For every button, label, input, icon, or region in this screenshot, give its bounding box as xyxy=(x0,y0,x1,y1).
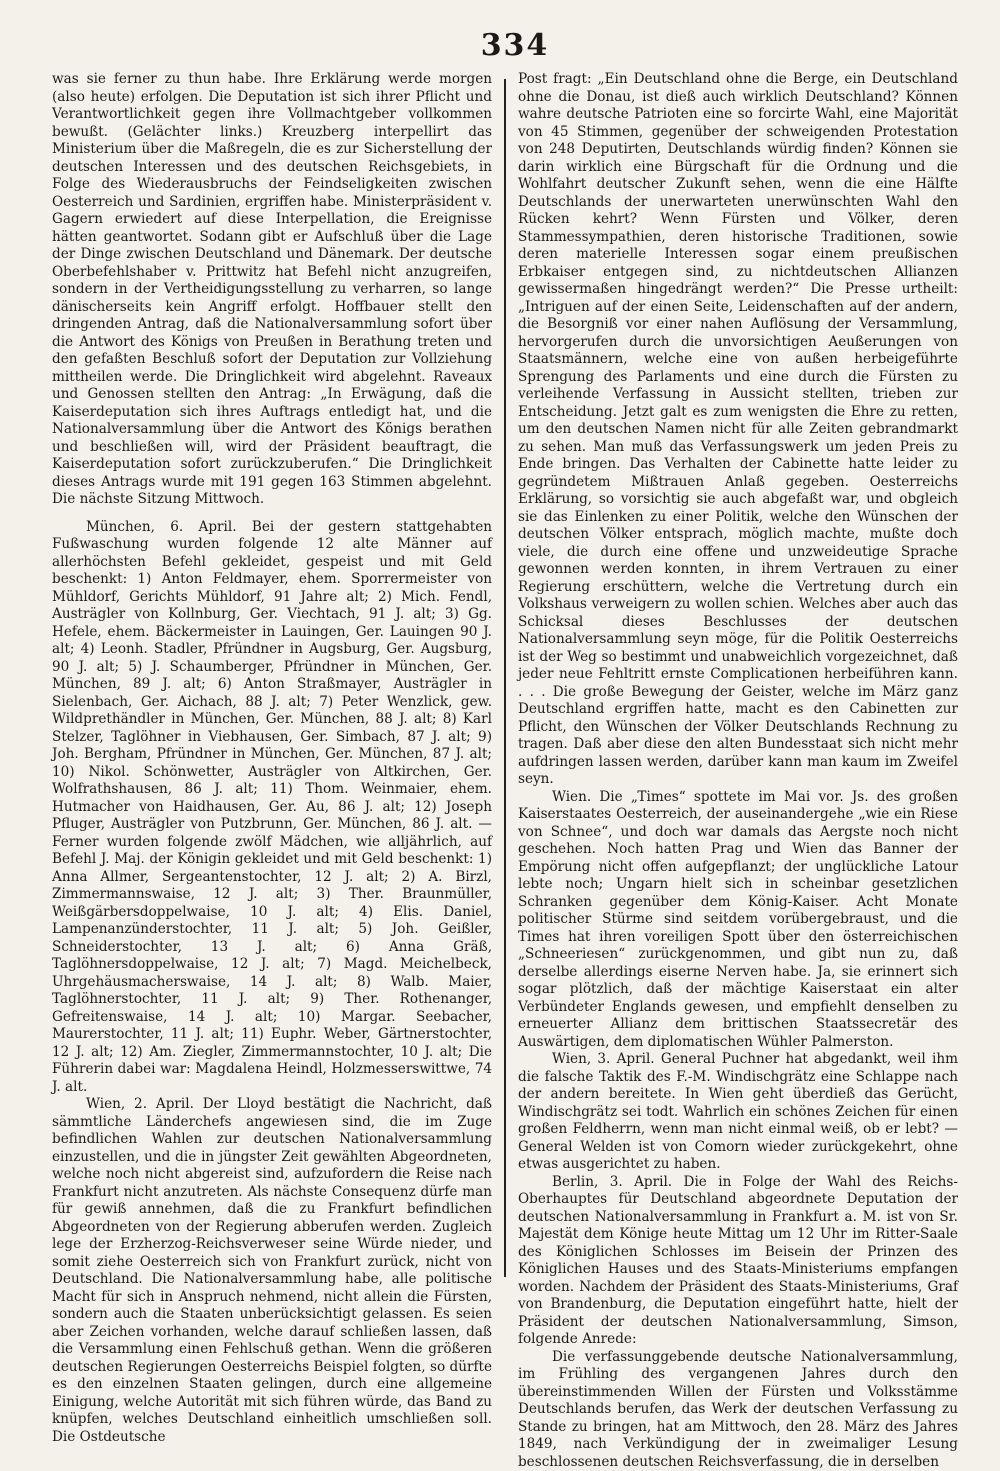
article-paragraph: was sie ferner zu thun habe. Ihre Erklärung werde morgen (also heute) erfolgen. Die Deputation ist sich ihrer Pflicht und Verantwortlichkeit gegen ihre Vollmachtgeber vollkommen bewußt. (Gelächter links.) Kreuzberg interpellirt das Ministerium über die Maßregeln, die es zur Sicherstellung der deutschen Interessen und des deutschen Reichsgebiets, in Folge des Wiederausbruchs der Feindseligkeiten zwischen Oesterreich und Sardinien, ergriffen habe. Ministerpräsident v. Gagern erwiedert auf diese Interpellation, die Ereignisse hätten geantwortet. Sodann gibt er Aufschluß über die Lage der Dinge zwischen Deutschland und Dänemark. Der deutsche Oberbefehlshaber v. Prittwitz hat Befehl nicht anzugreifen, sondern in der Vertheidigungsstellung zu verharren, so lange dänischerseits kein Angriff erfolgt. Hoffbauer stellt den dringenden Antrag, daß die Nationalversammlung sofort über die Antwort des Königs von Preußen in Berathung treten und den gefaßten Beschluß sofort der Deputation zur Vollziehung mittheilen werde. Die Dringlichkeit wird abgelehnt. Raveaux und Genossen stellten den Antrag: „In Erwägung, daß die Kaiserdeputation sich ihres Auftrags entledigt hat, und die Nationalversammlung über die Antwort des Königs berathen und beschließen will, wird der Präsident beauftragt, die Kaiserdeputation sofort zurückzuberufen.“ Die Dringlichkeit dieses Antrags wurde mit 191 gegen 163 Stimmen abgelehnt. Die nächste Sitzung Mittwoch. xyxy=(52,71,492,509)
page-number: 334 xyxy=(52,28,958,63)
columns xyxy=(52,71,958,1281)
article-paragraph: Wien, 2. April. Der Lloyd bestätigt die Nachricht, daß sämmtliche Länderchefs angewiesen sind, die im Zuge befindlichen Wahlen zur deutschen Nationalversammlung einzustellen, und die in jüngster Zeit gewählten Abgeordneten, welche noch nicht abgereist sind, aufzufordern die Reise nach Frankfurt nicht anzutreten. Als nächste Consequenz dürfe man für gewiß annehmen, daß die zu Frankfurt befindlichen Abgeordneten von der Regierung abberufen werden. Zugleich lege der Erzherzog-Reichsverweser seine Würde nieder, und somit ziehe Oesterreich sich von Frankfurt zurück, nicht von Deutschland. Die Nationalversammlung habe, alle politische Macht für sich in Anspruch nehmend, nicht allein die Fürsten, sondern auch die Staaten unberücksichtigt gelassen. Es seien aber Zeichen vorhanden, welche darauf schließen lassen, daß die Versammlung einen Fehlschuß gethan. Wenn die größeren deutschen Regierungen Oesterreichs Beispiel folgten, so dürfte es den einzelnen Staaten gelingen, durch eine allgemeine Einigung, welche Autorität mit sich führen würde, das Band zu knüpfen, welches Deutschland einheitlich umschließen soll. Die Ostdeutsche xyxy=(52,1096,492,1446)
right-column xyxy=(506,71,958,1281)
left-column xyxy=(52,71,504,1281)
article-paragraph: Post fragt: „Ein Deutschland ohne die Berge, ein Deutschland ohne die Donau, ist dieß auch wirklich Deutschland? Können wahre deutsche Patrioten eine so forcirte Wahl, eine Majorität von 45 Stimmen, gegenüber der schweigenden Protestation von 248 Deputirten, Deutschlands würdig finden? Können sie darin wirklich eine Bürgschaft für die Ordnung und die Wohlfahrt deutscher Zukunft sehen, wenn die eine Hälfte Deutschlands der unerwarteten unerwünschten Wahl den Rücken kehrt? Wenn Fürsten und Völker, deren Stammessympathien, deren historische Traditionen, sowie deren materielle Interessen sogar einem preußischen Erbkaiser entgegen sind, zu nichtdeutschen Allianzen gewissermaßen hingedrängt werden?“ Die Presse urtheilt: „Intriguen auf der einen Seite, Leidenschaften auf der andern, die Besorgniß vor einer nahen Auflösung der Versammlung, hervorgerufen durch die unvorsichtigen Aeußerungen von Staatsmännern, welche eine von außen herbeigeführte Sprengung des Parlaments und eine durch die Fürsten zu verleihende Verfassung in Aussicht stellten, trieben zur Entscheidung. Jetzt galt es zum wenigsten die Ehre zu retten, um den deutschen Namen nicht für alle Zeiten gebrandmarkt zu sehen. Man muß das Verfassungswerk um jeden Preis zu Ende bringen. Das Verhalten der Cabinette hatte leider zu gegründetem Mißtrauen Anlaß gegeben. Oesterreichs Erklärung, so vorsichtig sie auch abgefaßt war, und obgleich sie das Einlenken zu einer Politik, welche den Wünschen der deutschen Völker entsprach, möglich machte, mußte doch viele, die durch eine offene und unzweideutige Sprache gewonnen werden konnten, in ihrem Vertrauen zu einer Regierung erschüttern, welche die Vertretung durch ein Volkshaus verweigern zu wollen schien. Welches aber auch das Schicksal dieses Beschlusses der deutschen Nationalversammlung seyn möge, für die Politik Oesterreichs ist der Weg so bestimmt und unabweichlich vorgezeichnet, daß jeder neue Fehltritt ernste Complicationen herbeiführen kann. . . . Die große Bewegung der Geister, welche im März ganz Deutschland ergriffen hatte, macht es den Cabinetten zur Pflicht, den Wünschen der Völker Deutschlands Rechnung zu tragen. Daß aber diese den alten Bundesstaat sich nicht mehr aufdringen lassen werden, darüber kann man kaum im Zweifel seyn. xyxy=(518,71,958,789)
article-paragraph: Die verfassunggebende deutsche Nationalversammlung, im Frühling des vergangenen Jahres durch den übereinstimmenden Willen der Fürsten und Volksstämme Deutschlands berufen, das Werk der deutschen Verfassung zu Stande zu bringen, hat am Mittwoch, den 28. März des Jahres 1849, nach Verkündigung der in zweimaliger Lesung beschlossenen deutschen Reichsverfassung, die in derselben xyxy=(518,1349,958,1471)
article-paragraph: Wien. Die „Times“ spottete im Mai vor. Js. des großen Kaiserstaates Oesterreich, der auseinandergehe „wie ein Riese von Schnee“, und doch war damals das Aergste noch nicht geschehen. Noch hatten Prag und Wien das Banner der Empörung nicht offen aufgepflanzt; der unglückliche Latour lebte noch; Ungarn hielt sich in scheinbar gesetzlichen Schranken gegenüber dem König-Kaiser. Acht Monate politischer Stürme sind seitdem vorübergebraust, und die Times hat ihren voreiligen Spott über den österreichischen „Schneeriesen“ zurückgenommen, und gibt nun zu, daß derselbe allerdings eiserne Nerven habe. Ja, sie erinnert sich sogar plötzlich, daß der mächtige Kaiserstaat ein alter Verbündeter Englands gewesen, und empfiehlt denselben zu erneuerter Allianz dem brittischen Staatssecretär des Auswärtigen, dem diplomatischen Wühler Palmerston. xyxy=(518,789,958,1052)
article-paragraph: München, 6. April. Bei der gestern stattgehabten Fußwaschung wurden folgende 12 alte Männer auf allerhöchsten Befehl gekleidet, gespeist und mit Geld beschenkt: 1) Anton Feldmayer, ehem. Sporrermeister von Mühldorf, Gerichts Mühldorf, 91 Jahre alt; 2) Mich. Fendl, Austrägler von Kollnburg, Ger. Viechtach, 91 J. alt; 3) Gg. Hefele, ehem. Bäckermeister in Lauingen, Ger. Lauingen 90 J. alt; 4) Leonh. Stadler, Pfründner in Augsburg, Ger. Augsburg, 90 J. alt; 5) J. Schaumberger, Pfründner in München, Ger. München, 89 J. alt; 6) Anton Straßmayer, Austrägler in Sielenbach, Ger. Aichach, 88 J. alt; 7) Peter Wenzlick, gew. Wildprethändler in München, Ger. München, 88 J. alt; 8) Karl Stelzer, Taglöhner in Viebhausen, Ger. Simbach, 87 J. alt; 9) Joh. Bergham, Pfründner in München, Ger. München, 87 J. alt; 10) Nikol. Schönwetter, Austrägler von Altkirchen, Ger. Wolfrathshausen, 86 J. alt; 11) Thom. Weinmaier, ehem. Hutmacher von Haidhausen, Ger. Au, 86 J. alt; 12) Joseph Pfluger, Austrägler von Putzbrunn, Ger. München, 86 J. alt. — Ferner wurden folgende zwölf Mädchen, wie alljährlich, auf Befehl J. Maj. der Königin gekleidet und mit Geld beschenkt: 1) Anna Allmer, Sergeantenstochter, 12 J. alt; 2) A. Birzl, Zimmermannswaise, 12 J. alt; 3) Ther. Braunmüller, Weißgärbersdoppelwaise, 10 J. alt; 4) Elis. Daniel, Lampenanzünderstochter, 11 J. alt; 5) Joh. Geißler, Schneiderstochter, 13 J. alt; 6) Anna Gräß, Taglöhnersdoppelwaise, 12 J. alt; 7) Magd. Meichelbeck, Uhrgehäusmacherswaise, 14 J. alt; 8) Walb. Maier, Taglöhnerstochter, 11 J. alt; 9) Ther. Rothenanger, Gefreitenswaise, 14 J. alt; 10) Margar. Seebacher, Maurerstochter, 11 J. alt; 11) Euphr. Weber, Gärtnerstochter, 12 J. alt; 12) Am. Ziegler, Zimmermannstochter, 10 J. alt; Die Führerin dabei war: Magdalena Heindl, Holzmesserswittwe, 74 J. alt. xyxy=(52,519,492,1097)
article-paragraph: Wien, 3. April. General Puchner hat abgedankt, weil ihm die falsche Taktik des F.-M. Windischgrätz eine Schlappe nach der andern bereitete. In Wien geht überdieß das Gerücht, Windischgrätz sei todt. Wahrlich ein schönes Zeichen für einen großen Feldherrn, wenn man nicht einmal weiß, ob er lebt? — General Welden ist von Comorn wieder zurückgekehrt, ohne etwas ausgerichtet zu haben. xyxy=(518,1051,958,1174)
article-paragraph: Berlin, 3. April. Die in Folge der Wahl des Reichs-Oberhauptes für Deutschland abgeordnete Deputation der deutschen Nationalversammlung in Frankfurt a. M. ist von Sr. Majestät dem Könige heute Mittag um 12 Uhr im Ritter-Saale des Königlichen Schlosses im Beisein der Prinzen des Königlichen Hauses und des Staats-Ministeriums empfangen worden. Nachdem der Präsident des Staats-Ministeriums, Graf von Brandenburg, die Deputation eingeführt hatte, hielt der Präsident der deutschen Nationalversammlung, Simson, folgende Anrede: xyxy=(518,1174,958,1349)
